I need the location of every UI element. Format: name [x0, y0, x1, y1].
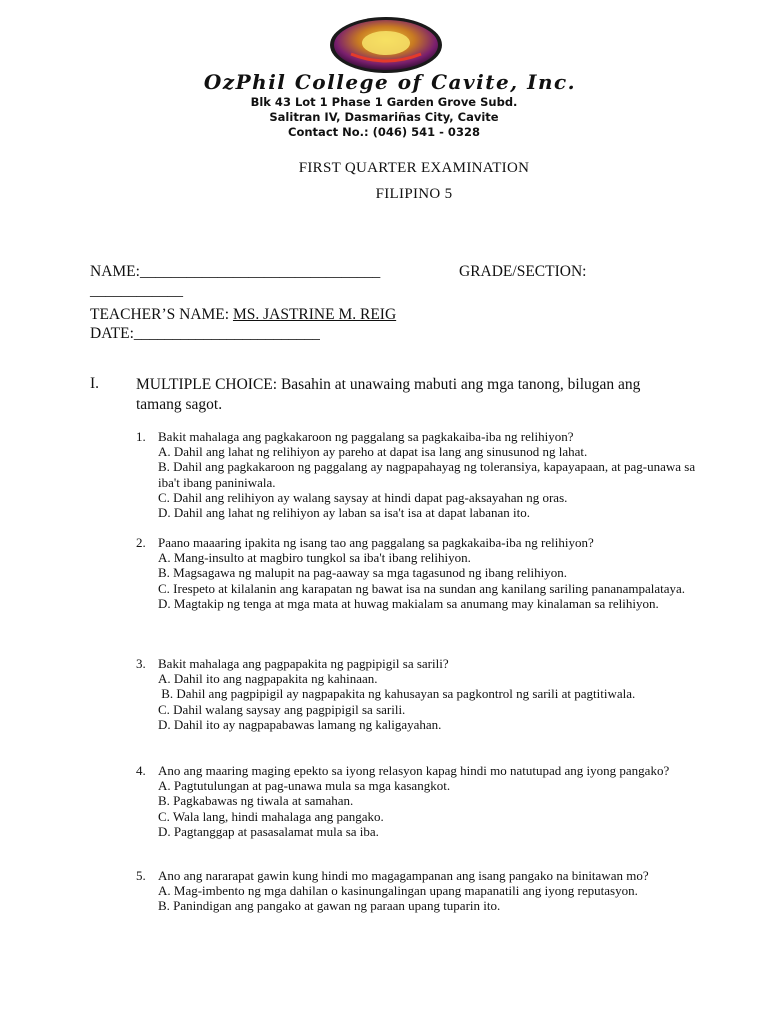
question-3 [136, 656, 696, 732]
option-d[interactable]: D. Magtakip ng tenga at mga mata at huwag makialam sa anumang may kinalaman sa relihiyon. [158, 595, 659, 611]
exam-title: FIRST QUARTER EXAMINATION [298, 160, 530, 176]
question-4 [136, 763, 696, 839]
option-d[interactable]: D. Pagtanggap at pasasalamat mula sa iba. [158, 823, 379, 839]
option-b[interactable]: B. Magsagawa ng malupit na pag-aaway sa mga tagasunod ng ibang relihiyon. [158, 565, 568, 581]
date-field[interactable]: DATE:________________________ [90, 325, 320, 342]
option-b[interactable]: B. Dahil ang pagkakaroon ng paggalang ay nagpapahayag ng toleransiya, kapayapaan, at pag-unawa sa iba't ibang paniniwala. [158, 459, 696, 490]
question-text: Ano ang nararapat gawin kung hindi mo magagampanan ang isang pangako na binitawan mo? [158, 868, 649, 883]
option-a[interactable]: A. Dahil ito ang nagpapakita ng kahinaan. [158, 671, 378, 687]
question-2 [136, 535, 696, 611]
school-name: OzPhil College of Cavite, Inc. [203, 70, 577, 94]
option-c[interactable]: C. Dahil walang saysay ang pagpipigil sa sarili. [158, 701, 406, 717]
grade-section-field[interactable]: ____________ [90, 282, 183, 299]
question-text: Paano maaaring ipakita ng isang tao ang paggalang sa pagkakaiba-iba ng relihiyon? [158, 535, 594, 550]
question-text: Bakit mahalaga ang pagkakaroon ng paggalang sa pagkakaiba-iba ng relihiyon? [158, 429, 574, 444]
name-field[interactable]: NAME:_______________________________ [90, 263, 381, 280]
section-instructions: MULTIPLE CHOICE: Basahin at unawaing mabuti ang mga tanong, bilugan ang tamang sagot. [136, 376, 641, 413]
question-text: Bakit mahalaga ang pagpapakita ng pagpipigil sa sarili? [158, 656, 449, 671]
school-contact: Contact No.: (046) 541 - 0328 [288, 125, 480, 139]
option-a[interactable]: A. Dahil ang lahat ng relihiyon ay pareho at dapat isa lang ang sinusunod ng lahat. [158, 444, 588, 460]
question-number: 4. [136, 763, 146, 778]
option-c[interactable]: C. Dahil ang relihiyon ay walang saysay at hindi dapat pag-aksayahan ng oras. [158, 489, 568, 505]
teacher-name-label: TEACHER’S NAME: [90, 306, 233, 323]
section-number: I. [90, 375, 100, 392]
option-a[interactable]: A. Mang-insulto at magbiro tungkol sa iba't ibang relihiyon. [158, 550, 471, 566]
question-number: 2. [136, 535, 146, 550]
option-c[interactable]: C. Wala lang, hindi mahalaga ang pangako. [158, 808, 384, 824]
option-b[interactable]: B. Panindigan ang pangako at gawan ng paraan upang tuparin ito. [158, 898, 501, 914]
question-number: 1. [136, 429, 146, 444]
option-a[interactable]: A. Pagtutulungan at pag-unawa mula sa mga kasangkot. [158, 778, 451, 794]
option-b[interactable]: B. Pagkabawas ng tiwala at samahan. [158, 793, 354, 809]
teacher-name-value: MS. JASTRINE M. REIG [232, 306, 397, 323]
grade-section-label: GRADE/SECTION: [459, 263, 587, 280]
option-d[interactable]: D. Dahil ang lahat ng relihiyon ay laban sa isa't isa at dapat labanan ito. [158, 505, 531, 521]
question-number: 5. [136, 868, 146, 883]
option-c[interactable]: C. Irespeto at kilalanin ang karapatan ng bawat isa na sundan ang kanilang sariling pananampalataya. [158, 580, 686, 596]
question-5 [136, 868, 696, 914]
option-a[interactable]: A. Mag-imbento ng mga dahilan o kasinungalingan upang mapanatili ang iyong reputasyon. [158, 883, 638, 899]
school-address-line2: Salitran IV, Dasmariñas City, Cavite [269, 110, 499, 124]
option-b[interactable]: B. Dahil ang pagpipigil ay nagpapakita ng kahusayan sa pagkontrol ng sarili at pagtitiwala. [158, 686, 636, 702]
question-1 [136, 429, 696, 520]
school-address-line1: Blk 43 Lot 1 Phase 1 Garden Grove Subd. [250, 95, 518, 109]
exam-subject: FILIPINO 5 [375, 186, 453, 202]
option-d[interactable]: D. Dahil ito ay nagpapabawas lamang ng kaligayahan. [158, 716, 442, 732]
question-number: 3. [136, 656, 146, 671]
school-logo [329, 16, 443, 74]
teacher-name-row [90, 306, 396, 324]
question-text: Ano ang maaring maging epekto sa iyong relasyon kapag hindi mo natutupad ang iyong pangako? [158, 763, 670, 778]
